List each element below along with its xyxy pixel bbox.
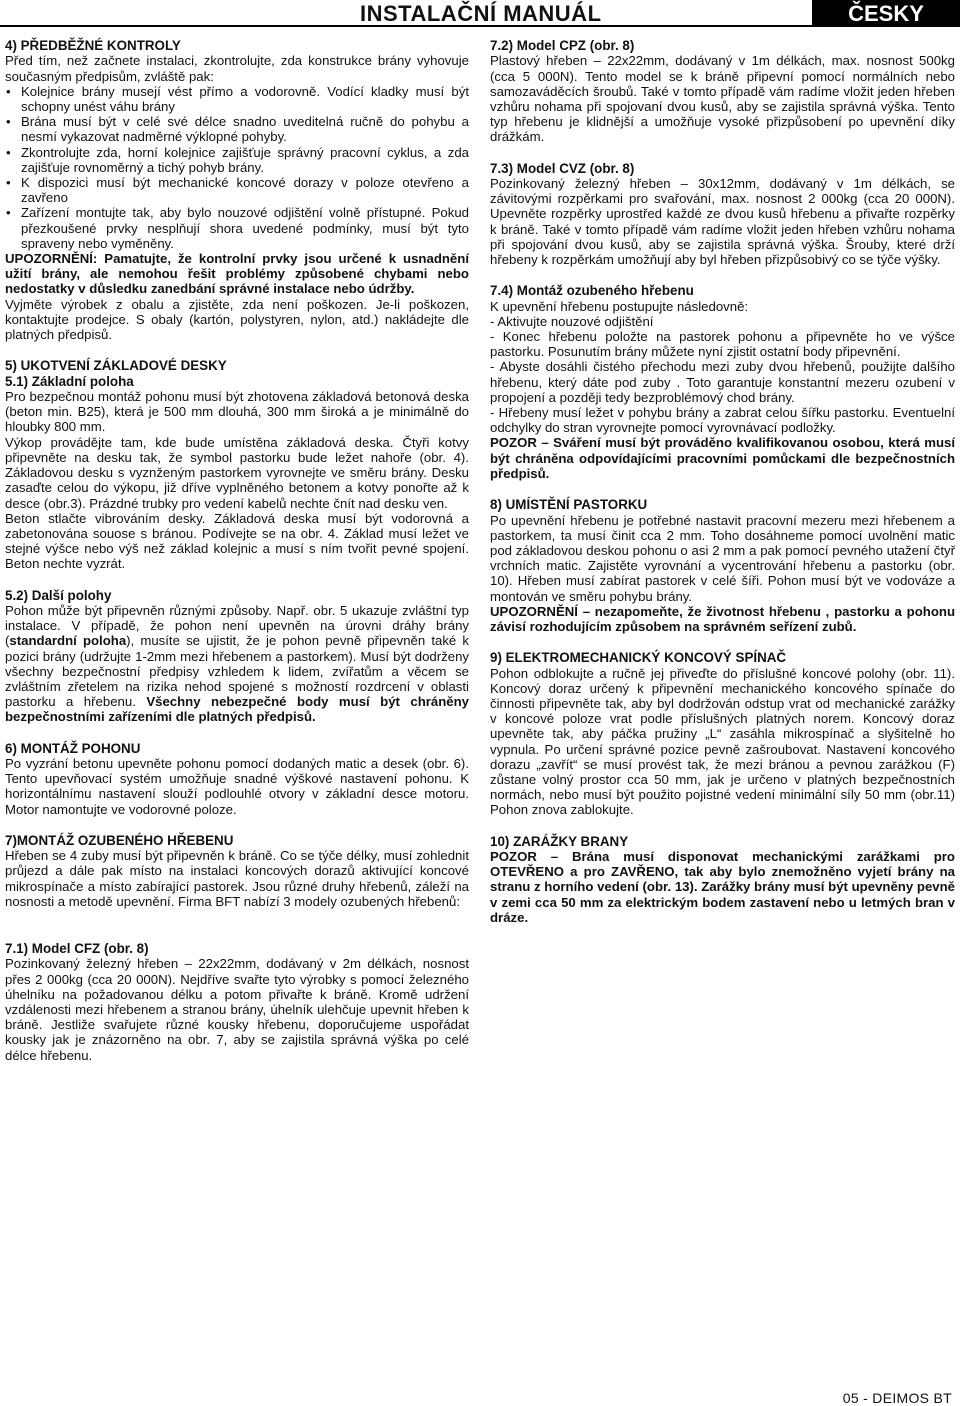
section-7-4-line: - Konec hřebenu položte na pastorek pohonu a připevněte ho ve výšce pastorku. Posunutím brány můžete nyní zjistit ostatní body připevnění. <box>490 329 955 360</box>
section-5-heading: 5) UKOTVENÍ ZÁKLADOVÉ DESKY <box>5 358 227 374</box>
section-10-heading: 10) ZARÁŽKY BRANY <box>490 833 629 849</box>
section-7-2-heading: 7.2) Model CPZ (obr. 8) <box>490 38 635 53</box>
section-7-4-warning: POZOR – Sváření musí být prováděno kvalifikovanou osobou, která musí být chráněna odpovídajícími pracovními pomůckami dle bezpečnostních předpisů. <box>490 435 955 481</box>
section-7-4-line: - Abyste dosáhli čistého přechodu mezi zuby dvou hřebenů, použijte dalšího hřebenu, který dáte pod zuby . Toto garantuje konstantní mezeru ozubení v propojení a později tedy bezproblémový chod brány. <box>490 359 955 405</box>
section-7-3-heading: 7.3) Model CVZ (obr. 8) <box>490 160 635 176</box>
manual-title: INSTALAČNÍ MANUÁL <box>360 1 602 26</box>
checklist <box>5 84 469 251</box>
checklist-item: • Kolejnice brány musejí vést přímo a vodorovně. Vodící kladky musí být schopny unést váhu brány <box>5 84 469 114</box>
section-7-3-text: Pozinkovaný železný hřeben – 30x12mm, dodávaný v 1m délkách, se závitovými rozpěrkami pro svařování, max. nosnost 2 000kg (cca 20 000N). Upevněte rozpěrky uprostřed každé ze dvou kusů hřebenu a přivařte rozpěrky k bráně. Také v tomto případě vám radíme vložit jeden hřeben vzhůru nohama při spojování dvou kusů, aby se zajistila správná výška. Šrouby, které drží hřebeny k rozpěrkám umožňují aby byl hřeben přizpůsobivý co se týče výšky. <box>490 176 955 268</box>
section-9-heading: 9) ELEKTROMECHANICKÝ KONCOVÝ SPÍNAČ <box>490 650 787 666</box>
section-5-1-text-1: Pro bezpečnou montáž pohonu musí být zhotovena základová betonová deska (beton min. B25), která je 500 mm dlouhá, 300 mm široká a je minimálně do hloubky 800 mm. <box>5 389 469 435</box>
section-4-unpack: Vyjměte výrobek z obalu a zjistěte, zda není poškozen. Je-li poškozen, kontaktujte prodejce. S obaly (kartón, polystyren, nylon, atd.) nakládejte dle platných předpisů. <box>5 296 469 343</box>
section-8-heading: 8) UMÍSTĚNÍ PASTORKU <box>490 497 648 513</box>
section-5-2-text-a: Pohon může být připevněn různými způsoby. Např. obr. 5 ukazuje zvláštní typ instalace. V případě, že pohon není upevněn na úrovni dráhy brány ( <box>5 602 469 649</box>
section-5-2-text <box>5 603 469 725</box>
section-5-2-heading: 5.2) Další polohy <box>5 587 112 603</box>
section-4-intro: Před tím, než začnete instalaci, zkontrolujte, zda konstrukce brány vyhovuje současným předpisům, zvláště pak: <box>5 53 469 84</box>
section-7-1-text: Pozinkovaný železný hřeben – 22x22mm, dodávaný v 2m délkách, nosnost přes 2 000kg (cca 20 000N). Nejdříve svařte tyto výrobky s pomocí železného úhelníku na požadovanou délku a potom přivařte k bráně. Kromě udržení vzdálenosti mezi hřebenem a stranou brány, úhelník ulehčuje upevnit hřeben k bráně. Jestliže svařujete různé kousky hřebenu, doporučujeme uspořádat kousky jak je znázorněno na obr. 7, aby se zajistila správná výška po celé délce hřebenu. <box>5 956 469 1063</box>
section-5-1-text-2: Výkop provádějte tam, kde bude umístěna základová deska. Čtyři kotvy připevněte na desku tak, že symbol pastorku bude ležet nahoře (obr. 4). Základovou desku s vyznženým pastorkem vyrovnejte ve směru brány. Desku zasaďte celou do výkopu, již dříve vyplněného betonem a kotvy ponořte až k desce (obr.3). Prázdné trubky pro vedení kabelů nechte čnít nad desku ven. <box>5 434 469 511</box>
page-footer: 05 - DEIMOS BT <box>842 1390 952 1406</box>
section-5-2-text-d: Všechny nebezpečné body musí být chráněny bezpečnostními zařízeními dle platných předpisů. <box>5 694 470 725</box>
section-5-2-text-c: ), musíte se ujistit, že je pohon pevně připevněn také k pozici brány (udržujte 1-2mm mezi hřebenem a pastorkem). Musí být dodrženy všechny bezpečnostní předpisy vzhledem k lidem, zvířatům a věcem se zvláštním zřetelem na rizika nehod spojené s možností rozdrcení v oblasti pastorku a hřebenu. <box>5 633 469 710</box>
section-8-text: Po upevnění hřebenu je potřebné nastavit pracovní mezeru mezi hřebenem a pastorkem, ta musí činit cca 2 mm. Toho dosáhneme pomocí uvolnění matic pod základovou deskou pohonu o asi 2 mm a pak pomocí pevného utažení čtyř vrchních matic. Zajistěte vyrovnání a vycentrování hřebenu a pastorku (obr. 10). Hřeben musí zabírat pastorek v celé šíři. Pohon musí být ve vodováze a montován ve směru pohybu brány. <box>490 512 955 604</box>
section-7-2-text: Plastový hřeben – 22x22mm, dodávaný v 1m délkách, max. nosnost 500kg (cca 5 000N). Tento model se k bráně připevní pomocí normálních nebo samozaváděcích šroubů. Také v tomto případě vám radíme vložit jeden hřeben vzhůru nohama při spojovaní dvou kusů, aby se zajistila správná výška. Tento typ hřebenu je klidnější a umožňuje vysoké přizpůsobení po upevnění díky drážkám. <box>490 53 955 145</box>
section-4-warning: UPOZORNĚNÍ: Pamatujte, že kontrolní prvky jsou určené k usnadnění užití brány, ale nemohou řešit problémy způsobené chybami nebo nedostatky v důsledku zanedbání správné instalace nebo údržby. <box>5 251 469 297</box>
section-4-heading: 4) PŘEDBĚŽNÉ KONTROLY <box>5 38 181 53</box>
section-5-1-heading: 5.1) Základní poloha <box>5 373 134 389</box>
section-7-4-heading: 7.4) Montáž ozubeného hřebenu <box>490 283 694 299</box>
checklist-item: • K dispozici musí být mechanické koncové dorazy v poloze otevřeno a zavřeno <box>5 175 469 205</box>
section-7-heading: 7)MONTÁŽ OZUBENÉHO HŘEBENU <box>5 832 234 848</box>
section-5-2-text-b: standardní poloha <box>9 633 127 649</box>
left-column <box>5 38 469 1063</box>
section-5-1-text-3: Beton stlačte vibrováním desky. Základová deska musí být vodorovná a zabetonována souose s bránou. Podívejte se na obr. 4. Základ musí ležet ve stejné výšce nebo výš než základ kolejnic a musí s ním tvořit pevné spojení. Beton nechte vyzrát. <box>5 510 469 572</box>
section-10-text: POZOR – Brána musí disponovat mechanickými zarážkami pro OTEVŘENO a pro ZAVŘENO, tak aby bylo znemožněno vyjetí brány na stranu z horního vedení (obr. 13). Zarážky brány musí být upevněny pevně v zemi cca 50 mm za elektrickým bodem zastavení nebo u letmých bran v dráze. <box>490 848 955 925</box>
section-7-4-line: - Aktivujte nouzové odjištění <box>490 313 654 329</box>
checklist-item: • Zkontrolujte zda, horní kolejnice zajišťuje správný pracovní cyklus, a zda zajišťuje rovnoměrný a tichý pohyb brány. <box>5 145 469 175</box>
section-8-warning: UPOZORNĚNÍ – nezapomeňte, že životnost hřebenu , pastorku a pohonu závisí rozhodujícím způsobem na správném seřízení zubů. <box>490 603 955 634</box>
section-7-4-line: - Hřebeny musí ležet v pohybu brány a zabrat celou šířku pastorku. Eventuelní odchylky do stran vyrovnejte pomocí vyrovnávací podložky. <box>490 405 955 436</box>
language-badge: ČESKY <box>812 0 960 27</box>
section-7-1-heading: 7.1) Model CFZ (obr. 8) <box>5 940 149 956</box>
section-7-4-line: K upevnění hřebenu postupujte následovně: <box>490 298 749 314</box>
section-9-text: Pohon odblokujte a ručně jej přiveďte do příslušné koncové polohy (obr. 11). Koncový doraz určený k připevnění mechanického koncového spínače do činnosti připevněte tak, aby byl dodržován odstup vrat od mechanické zarážky v koncové poloze vrat podle příslušných platných norem. Koncový doraz upevněte tak, aby páčka pružiny „L“ zasáhla mikrospínač a slyšitelně ho vypnula. Po určení správné pozice pevně zašroubovat. Nastavení koncového dorazu „zavřít“ se musí provést tak, že mezi bránou a pevnou zarážkou (F) zůstane volný prostor cca 50 mm, jak je určeno v platných bezpečnostních normách, nebo musí být použito pojistné vedení minimální síly 50 mm (obr.11) Pohon znova zablokujte. <box>490 665 955 818</box>
section-6-heading: 6) MONTÁŽ POHONU <box>5 740 141 756</box>
right-column <box>490 38 955 925</box>
section-7-text: Hřeben se 4 zuby musí být připevněn k bráně. Co se týče délky, musí zohlednit průjezd a dále pak místo na instalaci koncových dorazů aktivující koncové mikrospínače a místo zabírající pastorek. Jsou různé druhy hřebenů, záleží na nosnosti a metodě upevnění. Firma BFT nabízí 3 modely ozubených hřebenů: <box>5 848 469 909</box>
checklist-item: • Zařízení montujte tak, aby bylo nouzové odjištění volně přístupné. Pokud přezkoušené prvky nesplňují shora uvedené podmínky, musí být tyto spraveny nebo vyměněny. <box>5 205 469 251</box>
section-6-text: Po vyzrání betonu upevněte pohonu pomocí dodaných matic a desek (obr. 6). Tento upevňovací systém umožňuje snadné výškové nastavení pohonu. K horizontálnímu nastavení slouží podlouhlé otvory v základní desce motoru. Motor namontujte ve vodorovné poloze. <box>5 755 469 817</box>
checklist-item: • Brána musí být v celé své délce snadno uveditelná ručně do pohybu a nesmí vykazovat nadměrné výklopné pohyby. <box>5 114 469 144</box>
